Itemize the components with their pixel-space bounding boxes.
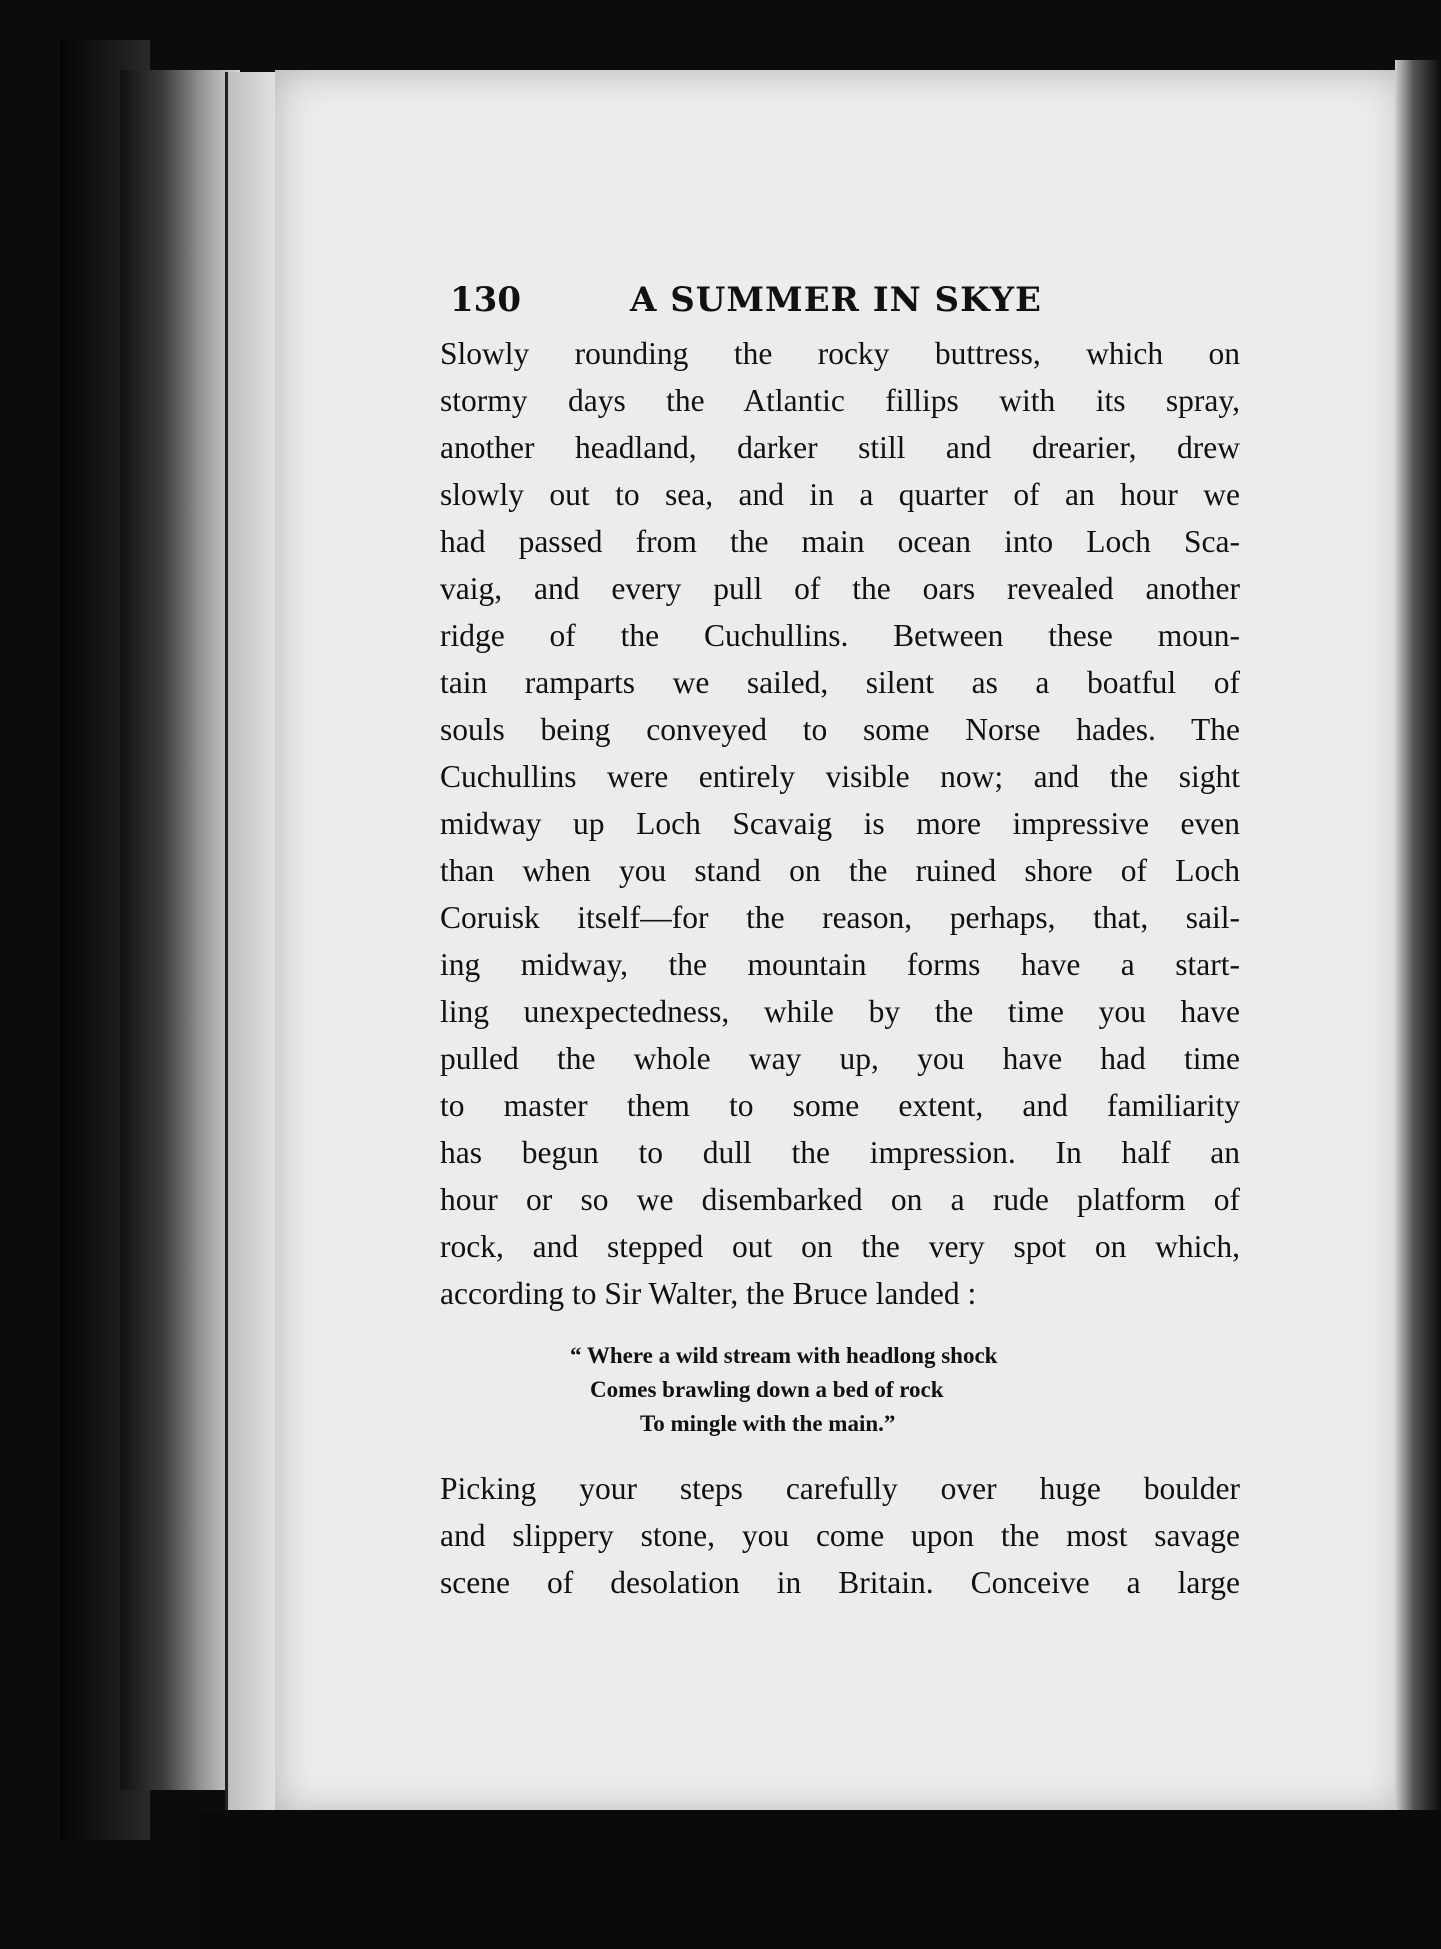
paragraph-2	[440, 1465, 1240, 1606]
verse-quotation	[440, 1339, 1240, 1441]
quote-line: “ Where a wild stream with headlong shock	[570, 1343, 998, 1368]
text-line: souls being conveyed to some Norse hades. The	[440, 712, 1240, 747]
text-line: according to Sir Walter, the Bruce landed :	[440, 1276, 977, 1311]
text-line: stormy days the Atlantic fillips with its spray,	[440, 383, 1240, 418]
text-line: ridge of the Cuchullins. Between these moun-	[440, 618, 1240, 653]
text-line: vaig, and every pull of the oars revealed another	[440, 571, 1240, 606]
text-line: Slowly rounding the rocky buttress, which on	[440, 336, 1240, 371]
text-line: had passed from the main ocean into Loch Sca-	[440, 524, 1240, 559]
text-line: slowly out to sea, and in a quarter of an hour we	[440, 477, 1240, 512]
text-line: ing midway, the mountain forms have a start-	[440, 947, 1240, 982]
text-line: to master them to some extent, and familiarity	[440, 1088, 1240, 1123]
quote-line: To mingle with the main.”	[640, 1411, 896, 1436]
running-title: A SUMMER IN SKYE	[630, 280, 1042, 320]
page-number: 130	[450, 280, 521, 320]
page-header	[440, 270, 1240, 330]
text-line: pulled the whole way up, you have had time	[440, 1041, 1240, 1076]
text-line: rock, and stepped out on the very spot on which,	[440, 1229, 1240, 1264]
right-page-edge	[1395, 60, 1441, 1949]
text-line: Picking your steps carefully over huge boulder	[440, 1471, 1240, 1506]
text-line: and slippery stone, you come upon the most savage	[440, 1518, 1240, 1553]
text-line: tain ramparts we sailed, silent as a boatful of	[440, 665, 1240, 700]
paragraph-1	[440, 330, 1240, 1317]
bottom-margin	[200, 1810, 1441, 1949]
text-line: Coruisk itself—for the reason, perhaps, that, sail-	[440, 900, 1240, 935]
text-line: than when you stand on the ruined shore of Loch	[440, 853, 1240, 888]
quote-line: Comes brawling down a bed of rock	[590, 1377, 944, 1402]
text-line: midway up Loch Scavaig is more impressive even	[440, 806, 1240, 841]
text-line: Cuchullins were entirely visible now; and the sight	[440, 759, 1240, 794]
page-text	[440, 270, 1240, 1606]
text-line: another headland, darker still and drearier, drew	[440, 430, 1240, 465]
text-line: has begun to dull the impression. In half an	[440, 1135, 1240, 1170]
text-line: ling unexpectedness, while by the time you have	[440, 994, 1240, 1029]
book-binding	[120, 70, 240, 1790]
text-line: hour or so we disembarked on a rude platform of	[440, 1182, 1240, 1217]
text-line: scene of desolation in Britain. Conceive a large	[440, 1565, 1240, 1600]
